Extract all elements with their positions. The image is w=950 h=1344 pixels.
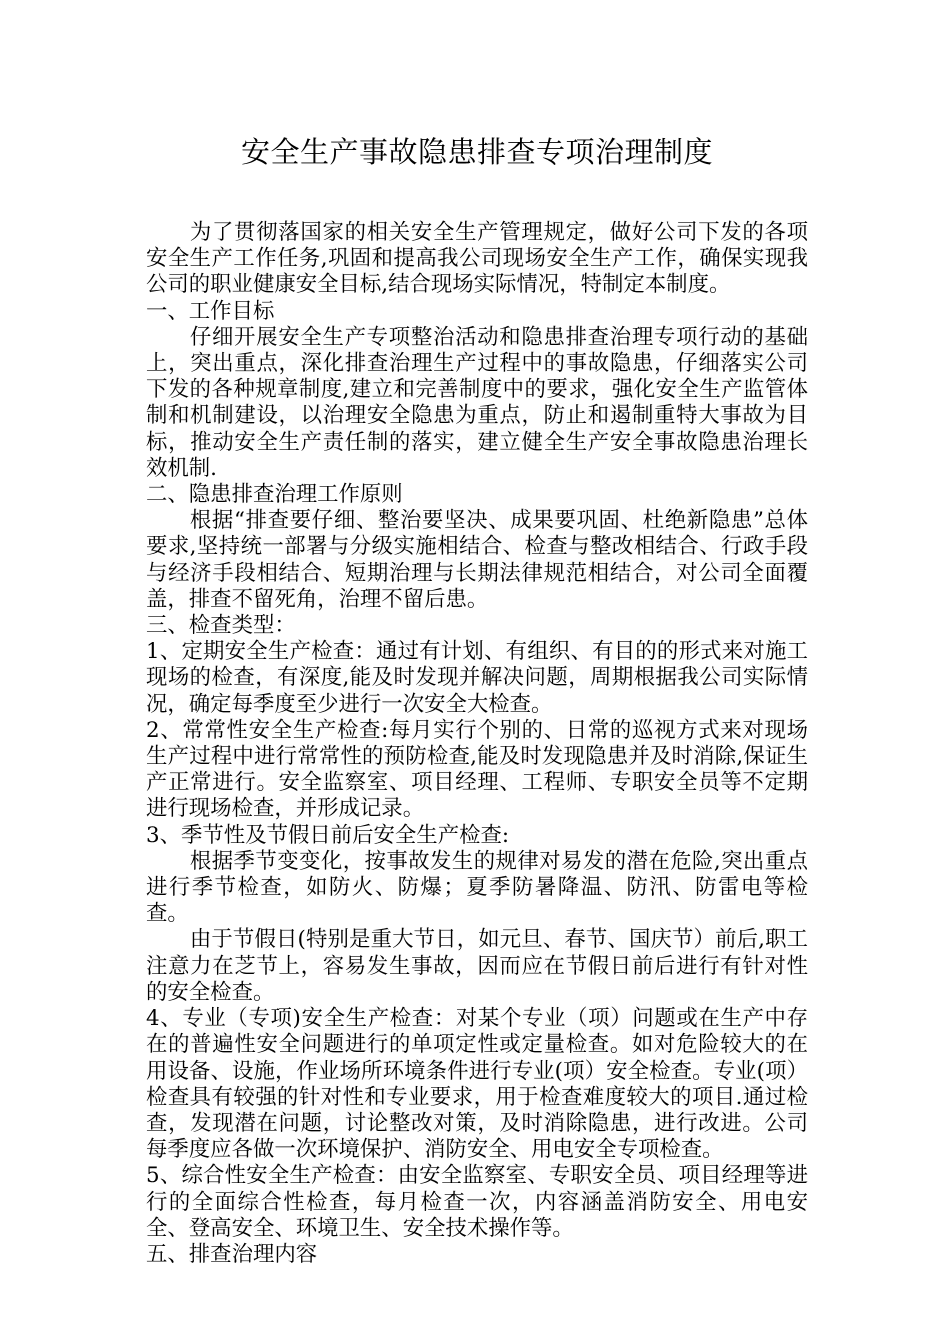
section-heading-inspection-types: 三、检查类型： <box>146 613 296 639</box>
inspection-item-5: 5、综合性安全生产检查：由安全监察室、专职安全员、项目经理等进行的全面综合性检查，每月检查一次，内容涵盖消防安全、用电安全、登高安全、环境卫生、安全技术操作等。 <box>146 1163 808 1241</box>
inspection-item-1: 1、定期安全生产检查：通过有计划、有组织、有目的的形式来对施工现场的检查，有深度,能及时发现并解决问题，周期根据我公司实际情况，确定每季度至少进行一次安全大检查。 <box>146 639 808 717</box>
intro-paragraph: 为了贯彻落国家的相关安全生产管理规定，做好公司下发的各项安全生产工作任务,巩固和提高我公司现场安全生产工作，确保实现我公司的职业健康安全目标,结合现场实际情况，特制定本制度。 <box>146 220 808 298</box>
seasonal-paragraph: 根据季节变变化，按事故发生的规律对易发的潜在危险,突出重点进行季节检查，如防火、防爆；夏季防暑降温、防汛、防雷电等检查。 <box>146 848 808 927</box>
section-heading-content: 五、排查治理内容 <box>146 1241 318 1267</box>
section-heading-goals: 一、工作目标 <box>146 298 275 324</box>
principles-paragraph: 根据“排查要仔细、整治要坚决、成果要巩固、杜绝新隐患”总体要求,坚持统一部署与分级实施相结合、检查与整改相结合、行政手段与经济手段相结合、短期治理与长期法律规范相结合，对公司全面覆盖，排查不留死角，治理不留后患。 <box>146 508 808 612</box>
inspection-item-4: 4、专业（专项)安全生产检查：对某个专业（项）问题或在生产中存在的普遍性安全问题进行的单项定性或定量检查。如对危险较大的在用设备、设施，作业场所环境条件进行专业(项）安全检查。专业(项）检查具有较强的针对性和专业要求，用于检查难度较大的项目.通过检查，发现潜在问题，讨论整改对策，及时消除隐患，进行改进。公司每季度应各做一次环境保护、消防安全、用电安全专项检查。 <box>146 1006 808 1163</box>
section-heading-principles: 二、隐患排查治理工作原则 <box>146 482 403 508</box>
document-page <box>146 128 808 1268</box>
inspection-item-3: 3、季节性及节假日前后安全生产检查: <box>146 822 510 848</box>
inspection-item-2: 2、常常性安全生产检查:每月实行个别的、日常的巡视方式来对现场生产过程中进行常常性的预防检查,能及时发现隐患并及时消除,保证生产正常进行。安全监察室、项目经理、工程师、专职安全员等不定期进行现场检查，并形成记录。 <box>146 717 808 822</box>
holiday-paragraph: 由于节假日(特别是重大节日，如元旦、春节、国庆节）前后,职工注意力在芝节上，容易发生事故，因而应在节假日前后进行有针对性的安全检查。 <box>146 927 808 1005</box>
document-title: 安全生产事故隐患排查专项治理制度 <box>240 135 713 169</box>
goals-paragraph: 仔细开展安全生产专项整治活动和隐患排查治理专项行动的基础上，突出重点，深化排查治理生产过程中的事故隐患，仔细落实公司下发的各种规章制度,建立和完善制度中的要求，强化安全生产监管体制和机制建设，以治理安全隐患为重点，防止和遏制重特大事故为目标，推动安全生产责任制的落实，建立健全生产安全事故隐患治理长效机制. <box>146 324 808 481</box>
